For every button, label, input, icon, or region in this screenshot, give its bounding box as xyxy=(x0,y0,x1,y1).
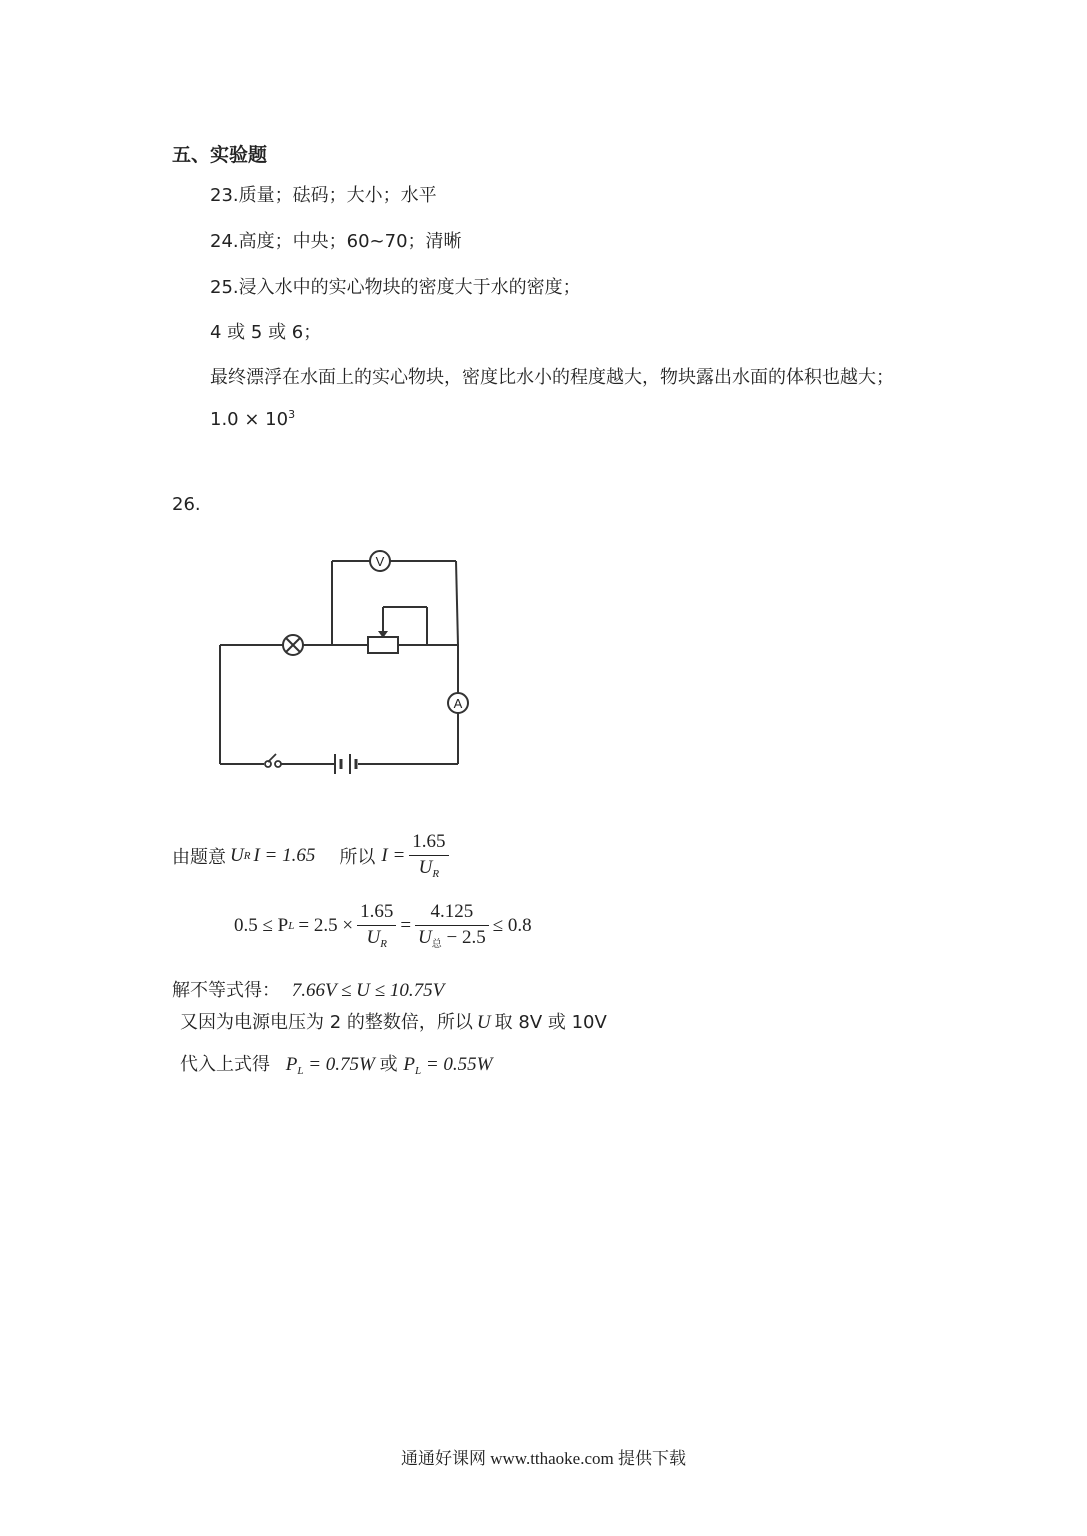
solution-line-2 xyxy=(234,896,532,956)
solution-line-1 xyxy=(172,826,449,886)
solution-line-3 xyxy=(172,976,444,1002)
fraction-1: $\frac{1.65}{U_R}$ xyxy=(357,902,396,950)
equals-sign: = xyxy=(400,915,412,936)
density-base: 1.0 × 10 xyxy=(210,409,289,430)
substitute-prefix: 代入上式得 xyxy=(180,1054,270,1075)
fraction-2: $\frac{4.125}{U_总 - 2.5}$ xyxy=(415,902,489,950)
fraction-current: $\frac{1.65}{U_R}$ xyxy=(409,832,448,880)
sub-r: R xyxy=(243,850,251,862)
solution-line-5: 代入上式得 $P_L = 0.75W$ 或 $P_L = 0.55W$ xyxy=(180,1054,493,1077)
footer-watermark: 通通好课网 www.tthaoke.com 提供下载 xyxy=(400,1449,687,1468)
voltage-choice: 取 8V 或 10V xyxy=(494,1012,607,1033)
solution-prefix: 由题意 xyxy=(172,847,226,868)
inequality-left: 0.5 ≤ P xyxy=(234,915,289,936)
ammeter-label: A xyxy=(453,696,463,711)
switch-symbol xyxy=(265,754,281,767)
equation-multiply: = 2.5 × xyxy=(298,915,354,936)
section-title: 五、实验题 xyxy=(172,144,268,166)
lamp-symbol xyxy=(283,635,303,655)
var-i: I = xyxy=(381,845,406,866)
power-result-2: = 0.55W xyxy=(421,1054,493,1075)
solution-connector: 所以 xyxy=(339,847,376,868)
var-u: U xyxy=(230,845,244,866)
voltmeter-label: V xyxy=(375,554,385,569)
voltage-range: 7.66V ≤ U ≤ 10.75V xyxy=(291,980,445,1001)
answer-24: 24.高度；中央；60~70；清晰 xyxy=(210,231,462,252)
rheostat-symbol xyxy=(368,637,398,653)
density-exponent: 3 xyxy=(288,408,296,421)
var-u-total: U xyxy=(476,1012,491,1033)
solution-line-4 xyxy=(180,1008,607,1034)
answer-23: 23.质量；砝码；大小；水平 xyxy=(210,185,437,206)
battery-symbol xyxy=(335,754,356,774)
sub-l: L xyxy=(288,920,295,932)
inequality-right: ≤ 0.8 xyxy=(492,915,532,936)
power-result-1: = 0.75W xyxy=(303,1054,375,1075)
answer-25-line1: 25.浸入水中的实心物块的密度大于水的密度； xyxy=(210,277,581,298)
answer-25-line4 xyxy=(210,408,295,430)
answer-25-line3: 最终漂浮在水面上的实心物块，密度比水小的程度越大，物块露出水面的体积也越大； xyxy=(210,367,894,388)
equation-power: I = 1.65 xyxy=(253,845,316,866)
solve-prefix: 解不等式得： xyxy=(172,980,280,1001)
wire-voltmeter-right xyxy=(456,561,458,645)
circuit-diagram xyxy=(200,540,480,780)
reason-text: 又因为电源电压为 2 的整数倍，所以 xyxy=(180,1012,473,1033)
or-text: 或 xyxy=(379,1054,404,1075)
answer-25-line2: 4 或 5 或 6； xyxy=(210,322,322,343)
question-26-number: 26. xyxy=(172,494,201,515)
